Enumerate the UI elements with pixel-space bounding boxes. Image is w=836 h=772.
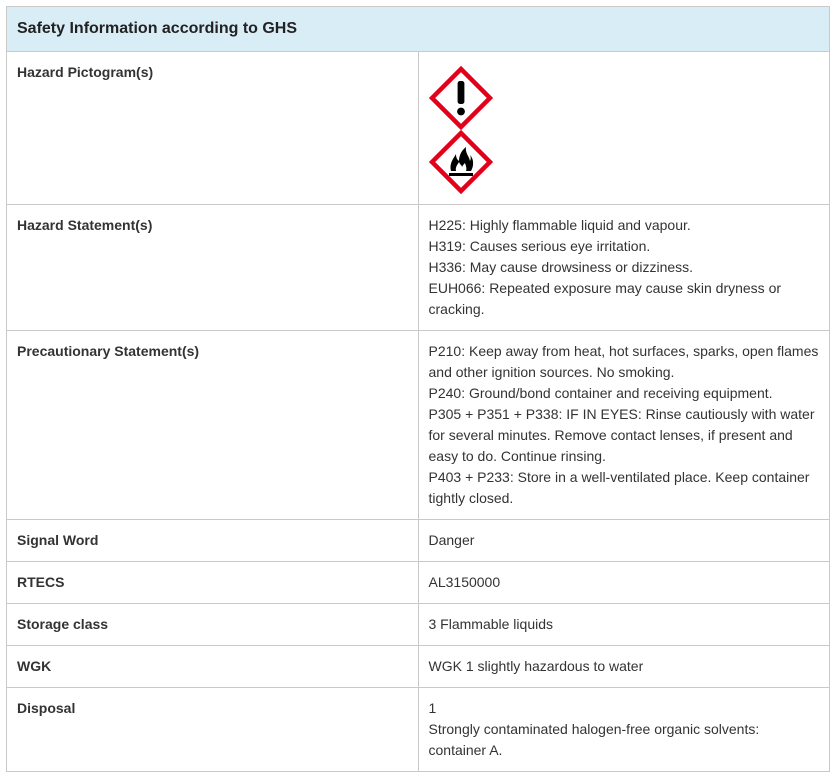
flame-pictogram-icon — [429, 130, 493, 194]
hazard-statement: H319: Causes serious eye irritation. — [428, 238, 651, 254]
hazard-statement: H336: May cause drowsiness or dizziness. — [428, 259, 694, 275]
row-label: Precautionary Statement(s) — [7, 331, 419, 520]
row-label: Signal Word — [7, 520, 419, 562]
hazard-statement: H225: Highly flammable liquid and vapour. — [428, 217, 691, 233]
row-label: Storage class — [7, 604, 419, 646]
table-title: Safety Information according to GHS — [7, 7, 830, 52]
row-rtecs — [7, 562, 830, 604]
hazard-statements-value — [418, 205, 830, 331]
row-precautionary-statements — [7, 331, 830, 520]
row-hazard-statements — [7, 205, 830, 331]
row-label: WGK — [7, 646, 419, 688]
row-label: Hazard Statement(s) — [7, 205, 419, 331]
row-wgk — [7, 646, 830, 688]
table-header-row — [7, 7, 830, 52]
precautionary-statement: P210: Keep away from heat, hot surfaces, sparks, open flames and other ignition sources. No smoking. — [428, 343, 819, 380]
wgk-value: WGK 1 slightly hazardous to water — [418, 646, 830, 688]
row-signal-word — [7, 520, 830, 562]
row-hazard-pictograms — [7, 52, 830, 205]
precautionary-statements-value — [418, 331, 830, 520]
safety-information-table — [6, 6, 830, 772]
disposal-line: Strongly contaminated halogen-free organic solvents: container A. — [428, 721, 760, 758]
exclamation-mark-pictogram-icon — [429, 66, 493, 130]
pictogram-cell — [418, 52, 830, 205]
disposal-line: 1 — [428, 700, 437, 716]
precautionary-statement: P403 + P233: Store in a well-ventilated place. Keep container tightly closed. — [428, 469, 810, 506]
disposal-value — [418, 688, 830, 772]
row-label: Disposal — [7, 688, 419, 772]
hazard-statement: EUH066: Repeated exposure may cause skin dryness or cracking. — [428, 280, 782, 317]
precautionary-statement: P305 + P351 + P338: IF IN EYES: Rinse cautiously with water for several minutes. Remove contact lenses, if present and easy to do. Continue rinsing. — [428, 406, 815, 464]
row-label: RTECS — [7, 562, 419, 604]
row-label: Hazard Pictogram(s) — [7, 52, 419, 205]
pictogram-list — [429, 62, 820, 194]
rtecs-value: AL3150000 — [418, 562, 830, 604]
signal-word-value: Danger — [418, 520, 830, 562]
row-storage-class — [7, 604, 830, 646]
storage-class-value: 3 Flammable liquids — [418, 604, 830, 646]
precautionary-statement: P240: Ground/bond container and receiving equipment. — [428, 385, 773, 401]
row-disposal — [7, 688, 830, 772]
